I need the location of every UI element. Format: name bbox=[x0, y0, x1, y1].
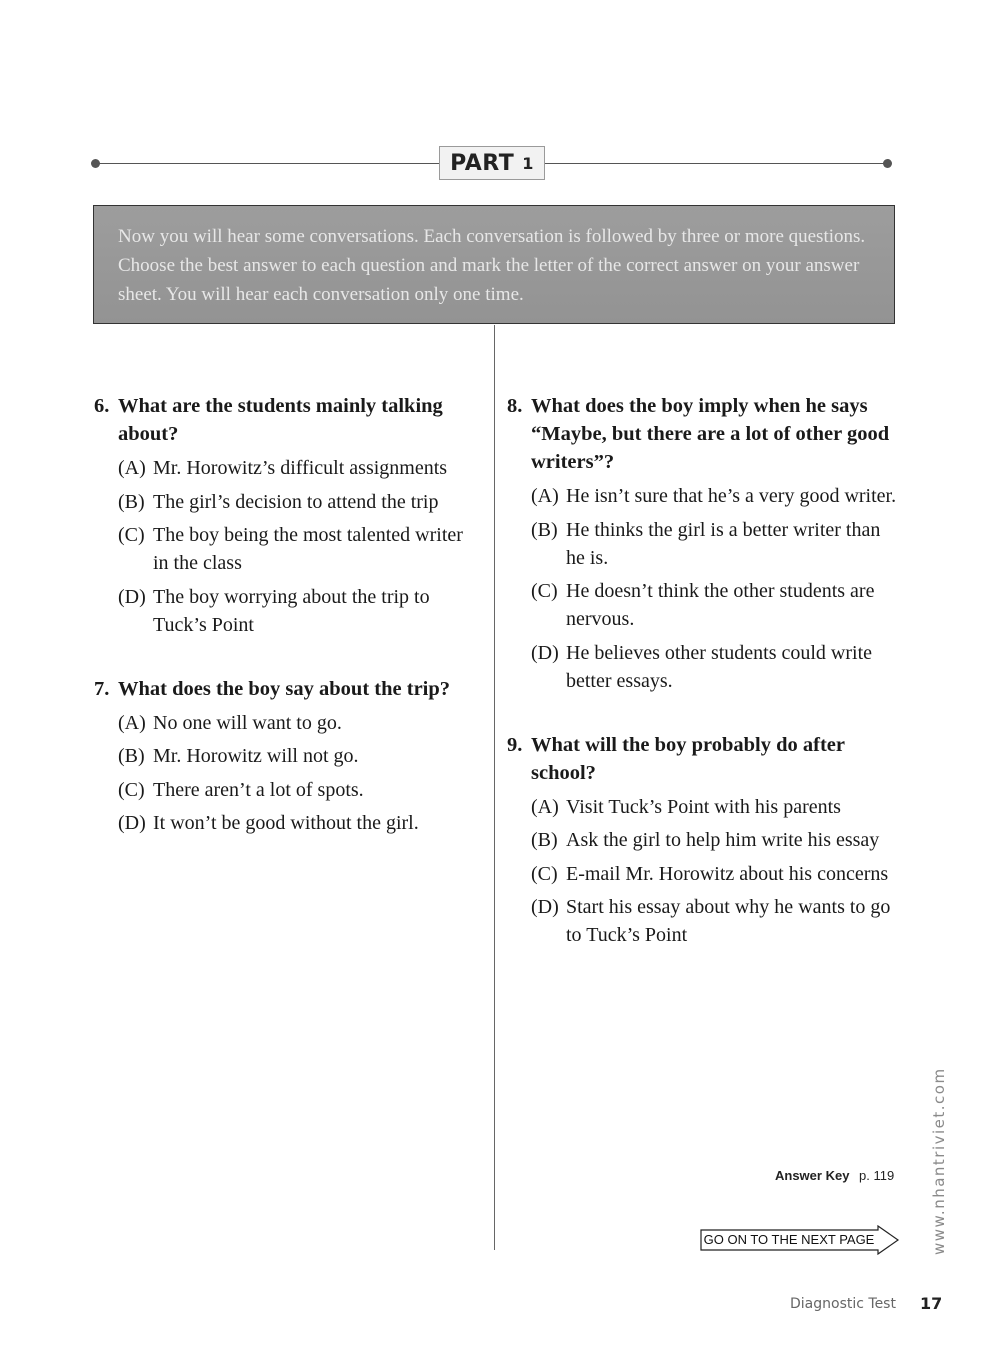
option-text: The boy worrying about the trip to Tuck’s Point bbox=[153, 585, 430, 636]
question-text: What will the boy probably do after school? bbox=[531, 733, 845, 784]
option-text: He thinks the girl is a better writer than he is. bbox=[566, 518, 881, 569]
header-rule-left bbox=[96, 163, 439, 164]
option-letter: (D) bbox=[118, 585, 146, 608]
part-number: 1 bbox=[522, 153, 534, 173]
option-letter: (A) bbox=[118, 711, 146, 734]
instructions-text: Now you will hear some conversations. Each conversation is followed by three or more questions. Choose the best answer to each question and mark the letter of the correct answer on your answer sheet. You will hear each conversation only one time. bbox=[118, 226, 866, 305]
option-b bbox=[118, 742, 474, 770]
option-c bbox=[531, 577, 897, 633]
option-letter: (B) bbox=[118, 490, 145, 513]
header-rule-left-dot bbox=[91, 159, 100, 168]
question-text: What does the boy imply when he says “Maybe, but there are a lot of other good writers”? bbox=[531, 395, 890, 473]
question-number: 7. bbox=[94, 677, 110, 700]
option-b bbox=[531, 516, 897, 572]
option-letter: (B) bbox=[531, 518, 558, 541]
option-text: He believes other students could write better essays. bbox=[566, 641, 873, 692]
page-number: 17 bbox=[920, 1294, 943, 1313]
answer-key-label: Answer Key bbox=[775, 1168, 850, 1183]
question-7 bbox=[94, 675, 474, 838]
option-list bbox=[94, 709, 474, 838]
question-text: What does the boy say about the trip? bbox=[118, 677, 451, 700]
option-d bbox=[118, 583, 474, 639]
option-a bbox=[118, 454, 474, 482]
option-text: Mr. Horowitz will not go. bbox=[153, 745, 359, 767]
option-text: No one will want to go. bbox=[153, 711, 342, 734]
option-text: The girl’s decision to attend the trip bbox=[153, 490, 439, 513]
question-text: What are the students mainly talking about? bbox=[118, 395, 443, 445]
option-letter: (A) bbox=[531, 795, 559, 818]
next-page-label: GO ON TO THE NEXT PAGE bbox=[703, 1232, 875, 1247]
left-column bbox=[94, 392, 474, 873]
question-6 bbox=[94, 392, 474, 639]
option-b bbox=[531, 826, 897, 854]
part-label: PART bbox=[450, 150, 515, 176]
option-text: E-mail Mr. Horowitz about his concerns bbox=[566, 862, 889, 885]
option-text: It won’t be good without the girl. bbox=[153, 812, 419, 834]
option-list bbox=[507, 793, 897, 950]
option-letter: (D) bbox=[531, 896, 559, 918]
option-list bbox=[507, 482, 897, 695]
option-text: Visit Tuck’s Point with his parents bbox=[566, 795, 841, 818]
publisher-watermark: www.nhantriviet.com bbox=[930, 1067, 948, 1255]
option-a bbox=[118, 709, 474, 737]
instructions-banner bbox=[93, 205, 895, 324]
option-d bbox=[118, 809, 474, 837]
option-text: Start his essay about why he wants to go to Tuck’s Point bbox=[566, 896, 891, 946]
option-letter: (D) bbox=[118, 812, 146, 834]
option-text: The boy being the most talented writer in the class bbox=[153, 524, 463, 574]
option-c bbox=[118, 776, 474, 804]
footer-section-label: Diagnostic Test bbox=[790, 1296, 896, 1312]
question-number: 6. bbox=[94, 395, 110, 417]
option-letter: (A) bbox=[531, 485, 559, 507]
right-column bbox=[507, 392, 897, 985]
question-number: 8. bbox=[507, 395, 523, 417]
option-b bbox=[118, 488, 474, 516]
option-letter: (C) bbox=[118, 524, 145, 546]
option-a bbox=[531, 793, 897, 821]
option-letter: (D) bbox=[531, 641, 559, 664]
option-text: Ask the girl to help him write his essay bbox=[566, 829, 880, 851]
option-list bbox=[94, 454, 474, 639]
answer-key-reference bbox=[775, 1168, 894, 1183]
option-text: He isn’t sure that he’s a very good writer. bbox=[566, 485, 897, 507]
header-rule-right-dot bbox=[883, 159, 892, 168]
option-text: He doesn’t think the other students are nervous. bbox=[566, 580, 875, 630]
header-rule-right bbox=[545, 163, 887, 164]
option-c bbox=[118, 521, 474, 577]
part-heading bbox=[439, 146, 545, 180]
next-page-indicator bbox=[700, 1225, 900, 1255]
option-c bbox=[531, 860, 897, 888]
option-letter: (C) bbox=[531, 580, 558, 602]
question-9 bbox=[507, 731, 897, 950]
option-d bbox=[531, 639, 897, 695]
answer-key-page: p. 119 bbox=[859, 1168, 895, 1183]
question-8 bbox=[507, 392, 897, 695]
option-a bbox=[531, 482, 897, 510]
option-letter: (B) bbox=[118, 745, 145, 767]
option-text: There aren’t a lot of spots. bbox=[153, 778, 364, 801]
option-text: Mr. Horowitz’s difficult assignments bbox=[153, 457, 448, 479]
option-letter: (A) bbox=[118, 457, 146, 479]
option-letter: (B) bbox=[531, 829, 558, 851]
question-number: 9. bbox=[507, 733, 523, 756]
column-divider bbox=[494, 325, 495, 1250]
option-d bbox=[531, 893, 897, 949]
option-letter: (C) bbox=[118, 778, 145, 801]
option-letter: (C) bbox=[531, 862, 558, 885]
